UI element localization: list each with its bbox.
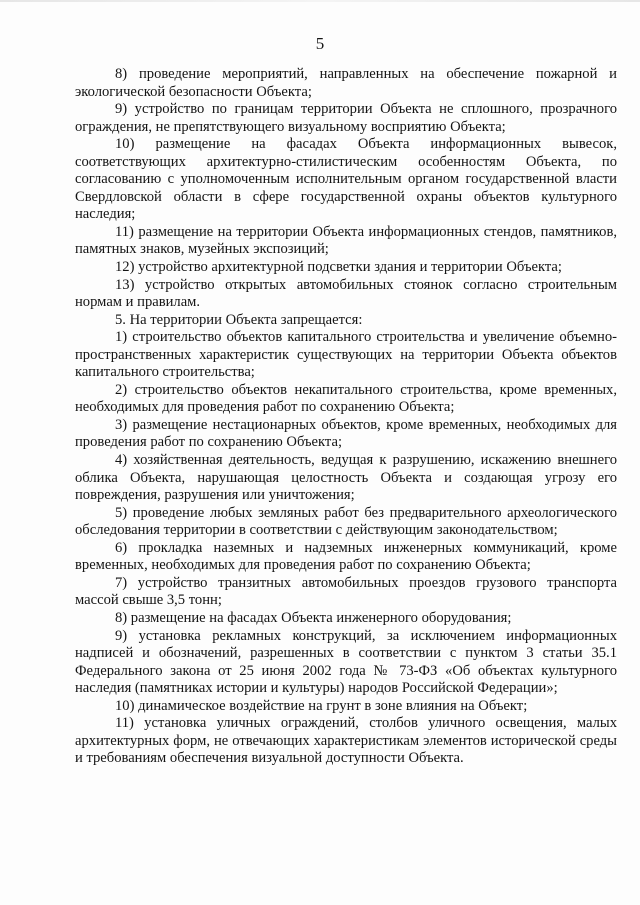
paragraph-5-3: 3) размещение нестационарных объектов, кроме временных, необходимых для проведения работ по сохранению Объекта; [75, 416, 617, 451]
scan-edge [0, 0, 640, 2]
paragraph-4-12: 12) устройство архитектурной подсветки здания и территории Объекта; [115, 259, 562, 276]
paragraph-4-13: 13) устройство открытых автомобильных стоянок согласно строительным нормам и правилам. [75, 276, 617, 311]
paragraph-4-8: 8) проведение мероприятий, направленных на обеспечение пожарной и экологической безопасности Объекта; [75, 66, 617, 100]
paragraph-5-10: 10) динамическое воздействие на грунт в зоне влияния на Объект; [115, 697, 528, 714]
paragraph-5-8: 8) размещение на фасадах Объекта инженерного оборудования; [115, 609, 512, 626]
document-body [75, 66, 617, 768]
paragraph-4-10: 10) размещение на фасадах Объекта информационных вывесок, соответствующих архитектурно-стилистическим особенностям Объекта, по согласованию с уполномоченным исполнительным органом государственной власти Свердловской области в сфере государственной охраны объектов культурного наследия; [75, 136, 617, 223]
paragraph-5-2: 2) строительство объектов некапитального строительства, кроме временных, необходимых для проведения работ по сохранению Объекта; [75, 381, 617, 416]
paragraph-5-1: 1) строительство объектов капитального строительства и увеличение объемно-пространственных характеристик существующих на территории Объекта объектов капитального строительства; [75, 329, 617, 381]
paragraph-5-6: 6) прокладка наземных и надземных инженерных коммуникаций, кроме временных, необходимых для проведения работ по сохранению Объекта; [75, 539, 617, 574]
paragraph-5-9: 9) установка рекламных конструкций, за исключением информационных надписей и обозначений, разрешенных в соответствии с пунктом 3 статьи 35.1 Федерального закона от 25 июня 2002 года № 73-ФЗ «Об объектах культурного наследия (памятниках истории и культуры) народов Российской Федерации»; [75, 627, 617, 697]
paragraph-5-7: 7) устройство транзитных автомобильных проездов грузового транспорта массой свыше 3,5 тонн; [75, 574, 617, 609]
page-number: 5 [315, 34, 325, 53]
paragraph-5-4: 4) хозяйственная деятельность, ведущая к разрушению, искажению внешнего облика Объекта, нарушающая целостность Объекта и создающая угрозу его повреждения, разрушения или уничтожения; [75, 452, 617, 504]
section-5-heading: 5. На территории Объекта запрещается: [115, 311, 363, 328]
paragraph-5-5: 5) проведение любых земляных работ без предварительного археологического обследования территории в соответствии с действующим законодательством; [75, 504, 617, 539]
paragraph-5-11: 11) установка уличных ограждений, столбов уличного освещения, малых архитектурных форм, не отвечающих характеристикам элементов исторической среды и требованиям обеспечения визуальной доступности Объекта. [75, 715, 617, 767]
paragraph-4-9: 9) устройство по границам территории Объекта не сплошного, прозрачного ограждения, не препятствующего визуальному восприятию Объекта; [75, 101, 617, 135]
paragraph-4-11: 11) размещение на территории Объекта информационных стендов, памятников, памятных знаков, музейных экспозиций; [75, 223, 617, 258]
